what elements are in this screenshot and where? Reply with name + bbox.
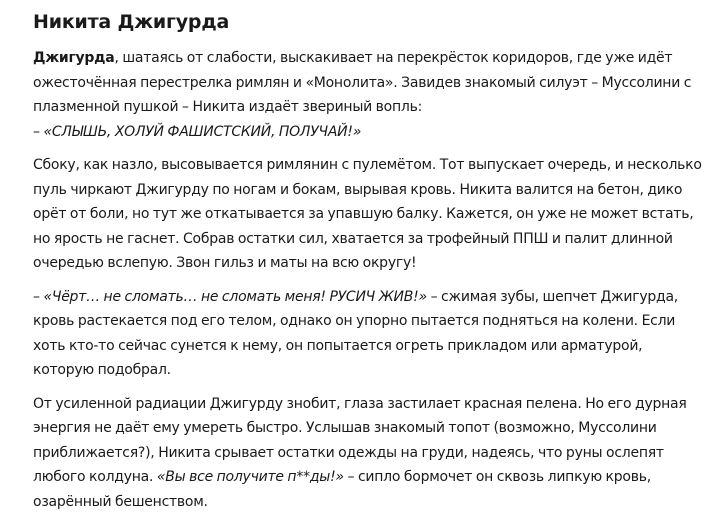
paragraph-3-quote: – «Чёрт… не сломать… не сломать меня! РУСИЧ ЖИВ!» <box>33 289 427 305</box>
article-title: Никита Джигурда <box>33 8 704 36</box>
paragraph-4-text: От усиленной радиации Джигурду знобит, глаза застилает красная пелена. Но его дурная энергия не даёт ему умереть быстро. Услышав знакомый топот (возможно, Муссолини приближается?), Никита срывает остатки одежды на груди, надеясь, что руны ослепят любого колдуна. <box>33 396 687 486</box>
paragraph-1-dash: – <box>33 124 43 140</box>
paragraph-1-quote: «СЛЫШЬ, ХОЛУЙ ФАШИСТСКИЙ, ПОЛУЧАЙ!» <box>43 124 361 140</box>
paragraph-1-text: , шатаясь от слабости, выскакивает на перекрёсток коридоров, где уже идёт ожесточённая перестрелка римлян и «Монолита». Завидев знакомый силуэт – Муссолини с плазменной пушкой – Никита издаёт звериный вопль: <box>33 50 691 115</box>
paragraph-4-quote: «Вы все получите п**ды!» <box>157 469 344 485</box>
paragraph-2 <box>33 153 704 276</box>
paragraph-3 <box>33 285 704 383</box>
paragraph-1 <box>33 46 704 144</box>
paragraph-2-text: Сбоку, как назло, высовывается римлянин с пулемётом. Тот выпускает очередь, и несколько пуль чиркают Джигурду по ногам и бокам, вырывая кровь. Никита валится на бетон, дико орёт от боли, но тут же откатывается за упавшую балку. Кажется, он уже не может встать, но ярость не гаснет. Собрав остатки сил, хватается за трофейный ППШ и палит длинной очередью вслепую. Звон гильз и маты на всю округу! <box>33 157 702 271</box>
paragraph-4 <box>33 392 704 514</box>
character-name: Джигурда <box>33 50 114 66</box>
paragraph-4-tail: – сипло бормочет он сквозь липкую кровь, озарённый бешенством. <box>33 469 651 510</box>
paragraph-3-text: – сжимая зубы, шепчет Джигурда, кровь растекается под его телом, однако он упорно пытается подняться на колени. Если хоть кто-то сейчас сунется к нему, он попытается огреть прикладом или арматурой, которую подобрал. <box>33 289 678 379</box>
